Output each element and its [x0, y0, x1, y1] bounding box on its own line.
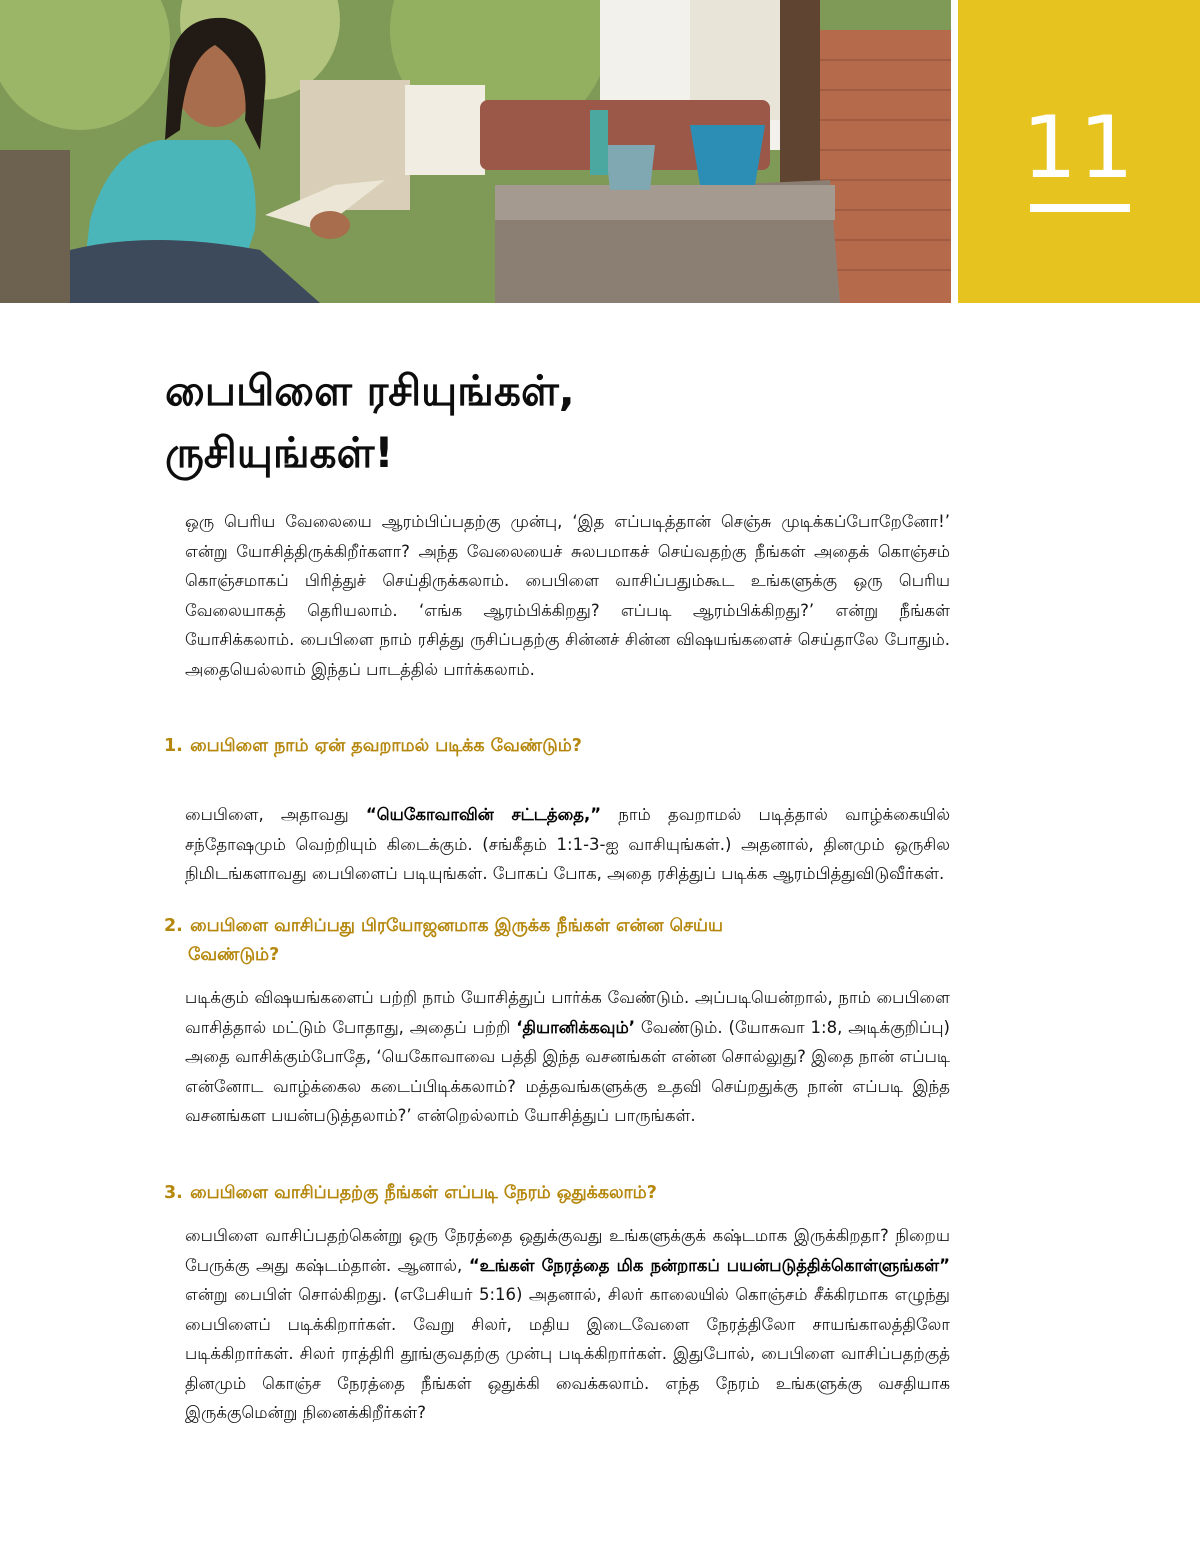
question-3-number: 3. — [164, 1183, 183, 1203]
question-1-text: பைபிளை நாம் ஏன் தவறாமல் படிக்க வேண்டும்? — [190, 736, 582, 756]
answer-1-post: நாம் தவறாமல் படித்தால் வாழ்க்கையில் சந்தோஷமும் வெற்றியும் கிடைக்கும். (சங்கீதம் 1:1-3-ஐ வாசியுங்கள்.) அதனால், தினமும் ஒருசில நிமிடங்களாவது பைபிளைப் படியுங்கள். போகப் போக, அதை ரசித்துப் படிக்க ஆரம்பித்துவிடுவீர்கள். — [185, 805, 951, 883]
question-1-number: 1. — [164, 736, 183, 756]
answer-1-paragraph — [185, 800, 950, 889]
answer-2-paragraph — [185, 983, 950, 1131]
question-2-heading — [164, 912, 924, 970]
hero-photo — [0, 0, 951, 303]
woman-reading-bible-illustration — [0, 0, 951, 303]
answer-1-pre: பைபிளை, அதாவது — [185, 805, 366, 824]
question-2-number: 2. — [164, 916, 183, 936]
page-title-line1: பைபிளை ரசியுங்கள், — [165, 366, 575, 415]
lesson-number: 11 — [1022, 98, 1136, 198]
question-2-text-line1: பைபிளை வாசிப்பது பிரயோஜனமாக இருக்க நீங்கள் என்ன செய்ய — [190, 916, 723, 936]
question-3-heading — [164, 1179, 924, 1208]
lesson-number-badge — [958, 0, 1200, 303]
answer-3-post: என்று பைபிள் சொல்கிறது. (எபேசியர் 5:16) அதனால், சிலர் காலையில் கொஞ்சம் சீக்கிரமாக எழுந்து பைபிளைப் படிக்கிறார்கள். வேறு சிலர், மதிய இடைவேளை நேரத்திலோ சாயங்காலத்திலோ படிக்கிறார்கள். சிலர் ராத்திரி தூங்குவதற்கு முன்பு படிக்கிறார்கள். இதுபோல், பைபிளை வாசிப்பதற்குத் தினமும் கொஞ்ச நேரத்தை நீங்கள் ஒதுக்கி வைக்கலாம். எந்த நேரம் உங்களுக்கு வசதியாக இருக்குமென்று நினைக்கிறீர்கள்? — [185, 1285, 950, 1422]
question-2-text-line2: வேண்டும்? — [188, 945, 280, 965]
question-3-text: பைபிளை வாசிப்பதற்கு நீங்கள் எப்படி நேரம் ஒதுக்கலாம்? — [190, 1183, 657, 1203]
page-title — [165, 360, 1025, 484]
answer-3-pre: பைபிளை வாசிப்பதற்கென்று ஒரு நேரத்தை ஒதுக்குவது உங்களுக்குக் கஷ்டமாக இருக்கிறதா? நிறைய பேருக்கு அது கஷ்டம்தான். ஆனால், — [185, 1226, 950, 1275]
answer-2-bold: ‘தியானிக்கவும்’ — [516, 1017, 635, 1037]
answer-1-bold: “யெகோவாவின் சட்டத்தை,” — [365, 805, 602, 824]
answer-2-pre: படிக்கும் விஷயங்களைப் பற்றி நாம் யோசித்துப் பார்க்க வேண்டும். அப்படியென்றால், நாம் பைபிளை வாசித்தால் மட்டும் போதாது, அதைப் பற்றி — [185, 988, 950, 1037]
question-1-heading — [164, 732, 924, 761]
page-title-line2: ருசியுங்கள்! — [165, 428, 394, 477]
lesson-number-underline — [1030, 204, 1130, 212]
answer-3-bold: “உங்கள் நேரத்தை மிக நன்றாகப் பயன்படுத்திக்கொள்ளுங்கள்” — [468, 1255, 950, 1275]
intro-paragraph: ஒரு பெரிய வேலையை ஆரம்பிப்பதற்கு முன்பு, ‘இத எப்படித்தான் செஞ்சு முடிக்கப்போறேனோ!’ என்று யோசித்திருக்கிறீர்களா? அந்த வேலையைச் சுலபமாகச் செய்வதற்கு நீங்கள் அதைக் கொஞ்சம் கொஞ்சமாகப் பிரித்துச் செய்திருக்கலாம். பைபிளை வாசிப்பதும்கூட உங்களுக்கு ஒரு பெரிய வேலையாகத் தெரியலாம். ‘எங்க ஆரம்பிக்கிறது? எப்படி ஆரம்பிக்கிறது?’ என்று நீங்கள் யோசிக்கலாம். பைபிளை நாம் ரசித்து ருசிப்பதற்கு சின்னச் சின்ன விஷயங்களைச் செய்தாலே போதும். அதையெல்லாம் இந்தப் பாடத்தில் பார்க்கலாம். — [185, 512, 950, 679]
answer-3-paragraph — [185, 1221, 950, 1428]
answer-2-post: வேண்டும். (யோசுவா 1:8, அடிக்குறிப்பு) அதை வாசிக்கும்போதே, ‘யெகோவாவை பத்தி இந்த வசனங்கள் என்ன சொல்லுது? இதை நான் எப்படி என்னோட வாழ்க்கைல கடைப்பிடிக்கலாம்? மத்தவங்களுக்கு உதவி செய்றதுக்கு நான் எப்படி இந்த வசனங்கள பயன்படுத்தலாம்?’ என்றெல்லாம் யோசித்துப் பாருங்கள். — [185, 1017, 950, 1125]
